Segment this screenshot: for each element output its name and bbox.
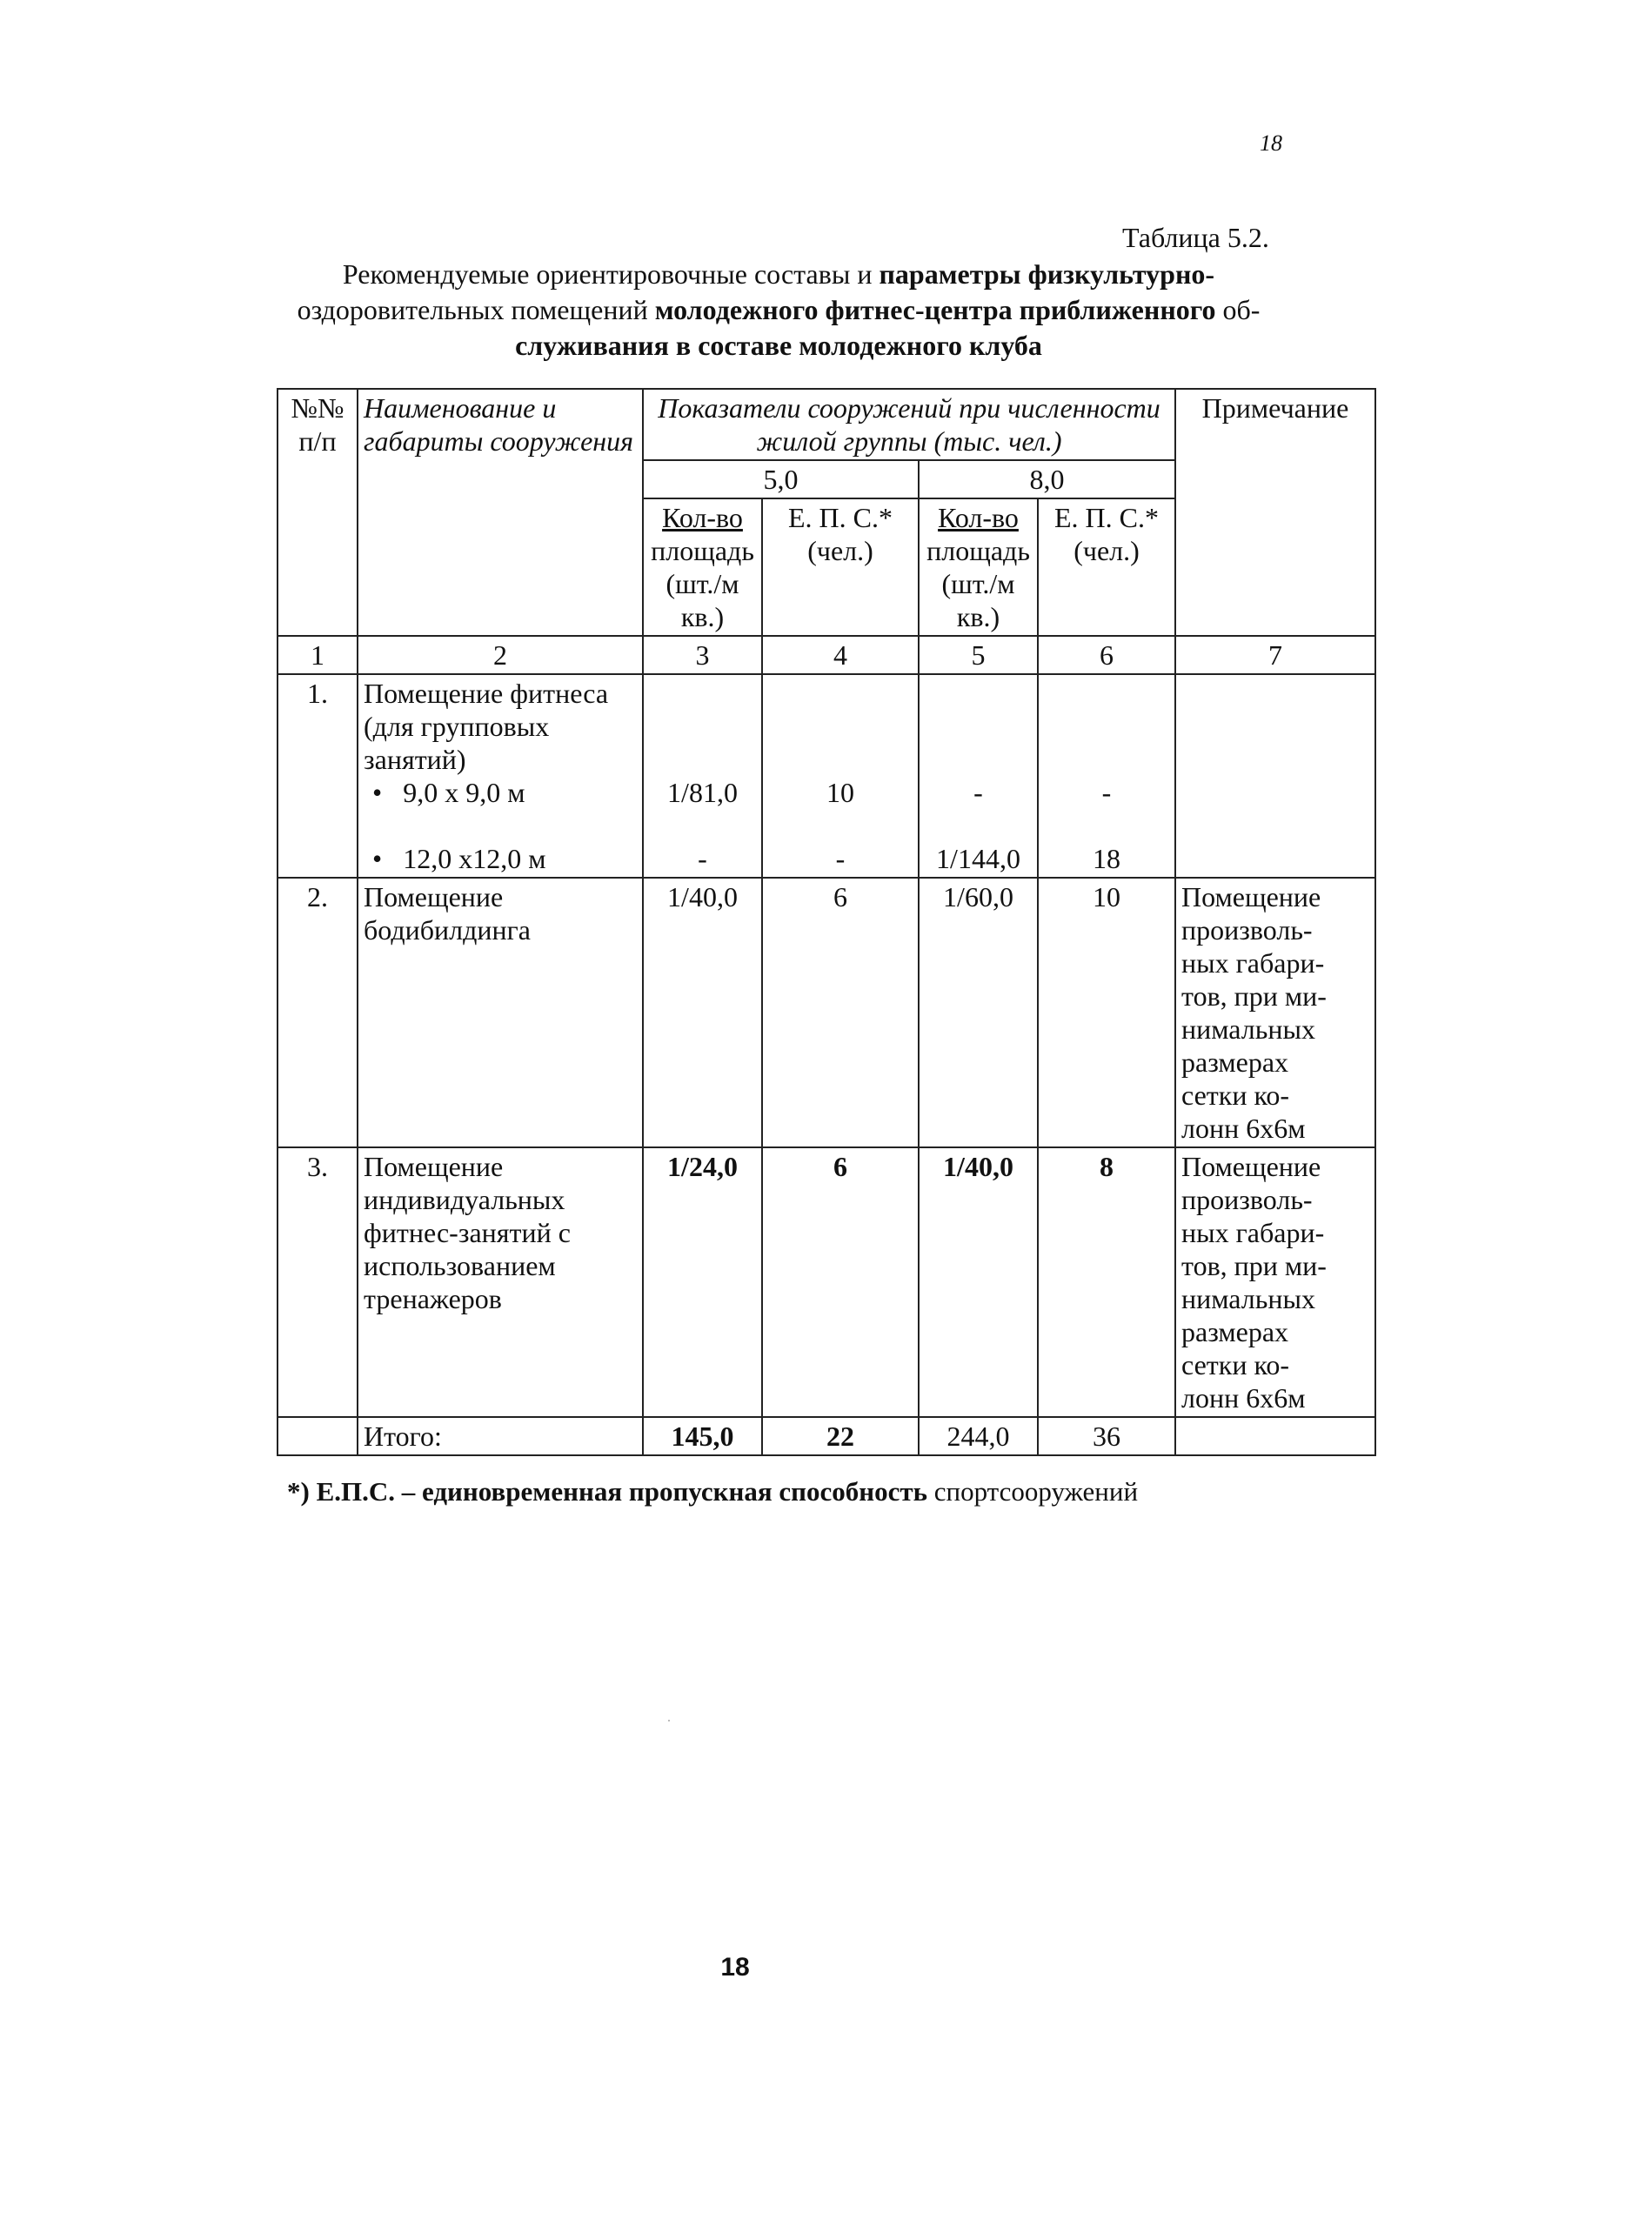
row-num: 1. [278,674,358,878]
cell-value: 10 [826,777,854,808]
cell-value: 1/144,0 [936,843,1020,874]
header-name: Наименование и габариты сооружения [358,389,643,636]
col-number: 6 [1038,636,1175,674]
header-group-8: 8,0 [919,460,1175,498]
facilities-table [277,388,1376,1456]
cell-col6: 10 [1038,878,1175,1147]
cell-note: Помещение произволь- ных габари- тов, при ми- нимальных размерах сетки ко- лонн 6х6м [1175,878,1375,1147]
table-caption [261,257,1296,364]
col-number: 3 [643,636,762,674]
total-col4: 22 [762,1417,919,1455]
cell-col6: 8 [1038,1147,1175,1417]
row-name: Помещение индивидуальных фитнес-занятий с использованием тренажеров [358,1147,643,1417]
cell-col5: 1/60,0 [919,878,1038,1147]
caption-line-2 [261,292,1296,328]
header-area-label: площадь (шт./м кв.) [926,535,1030,632]
header-qty-label: Кол-во [938,502,1019,533]
row-name: Помещение бодибилдинга [358,878,643,1147]
cell-value: 18 [1093,843,1120,874]
footnote-text-bold: единовременная пропускная способность [422,1476,927,1507]
caption-text: Рекомендуемые ориентировочные составы и [342,258,880,290]
row-num: 3. [278,1147,358,1417]
cell-col3: 1/24,0 [643,1147,762,1417]
caption-text-bold: молодежного фитнес-центра приближенного [654,294,1216,325]
col-number: 7 [1175,636,1375,674]
header-qty-area-5 [643,498,762,636]
header-note: Примечание [1175,389,1375,636]
col-number: 4 [762,636,919,674]
row-name-text: Помещение фитнеса (для групповых занятий) [364,678,609,775]
total-col6: 36 [1038,1417,1175,1455]
cell-value: 1/81,0 [667,777,738,808]
col-number: 1 [278,636,358,674]
header-qty-area-8 [919,498,1038,636]
header-eps-5: Е. П. С.* (чел.) [762,498,919,636]
row-name [358,674,643,878]
cell-value: - [973,777,983,808]
header-qty-label: Кол-во [662,502,743,533]
bullet-icon: • [372,777,404,808]
cell-col6 [1038,674,1175,878]
cell-value: - [1101,777,1112,808]
cell-col4 [762,674,919,878]
page-number-top: 18 [1260,130,1282,156]
sub-item-label: 9,0 х 9,0 м [403,777,525,808]
table-label: Таблица 5.2. [1122,222,1269,253]
page-number-bottom: 18 [720,1953,750,1982]
header-indicators [643,389,1175,460]
column-number-row [278,636,1375,674]
caption-text: оздоровительных помещений [297,294,655,325]
total-num [278,1417,358,1455]
col-number: 2 [358,636,643,674]
cell-col3: 1/40,0 [643,878,762,1147]
table-row [278,1147,1375,1417]
header-area-label: площадь (шт./м кв.) [651,535,754,632]
total-label: Итого: [358,1417,643,1455]
sub-item [364,842,637,875]
cell-col5: 1/40,0 [919,1147,1038,1417]
bullet-icon: • [372,843,404,874]
footnote-text: спортсооружений [926,1476,1139,1507]
caption-line-3 [261,328,1296,364]
cell-note: Помещение произволь- ных габари- тов, при ми- нимальных размерах сетки ко- лонн 6х6м [1175,1147,1375,1417]
total-col3: 145,0 [643,1417,762,1455]
sub-item-label: 12,0 х12,0 м [403,843,546,874]
cell-value: - [835,843,846,874]
total-row [278,1417,1375,1455]
header-num: №№ п/п [278,389,358,636]
sub-item [364,776,637,809]
total-col5: 244,0 [919,1417,1038,1455]
cell-col3 [643,674,762,878]
row-num: 2. [278,878,358,1147]
cell-col5 [919,674,1038,878]
header-row-1 [278,389,1375,460]
caption-text: об- [1215,294,1261,325]
cell-col4: 6 [762,878,919,1147]
caption-text-bold: служивания в составе молодежного клуба [515,330,1042,361]
table-row [278,878,1375,1147]
header-group-5: 5,0 [643,460,919,498]
cell-col4: 6 [762,1147,919,1417]
caption-line-1 [261,257,1296,292]
total-note [1175,1417,1375,1455]
caption-text-bold: параметры физкультурно- [879,258,1215,290]
table-row [278,674,1375,878]
col-number: 5 [919,636,1038,674]
cell-value: - [698,843,707,874]
scan-speck [668,1720,670,1721]
footnote-marker: *) Е.П.С. – [287,1476,422,1507]
cell-note [1175,674,1375,878]
header-eps-8: Е. П. С.* (чел.) [1038,498,1175,636]
footnote [287,1476,1138,1507]
header-indicators-text: Показатели сооружений при численности жилой группы (тыс. чел.) [658,392,1160,457]
